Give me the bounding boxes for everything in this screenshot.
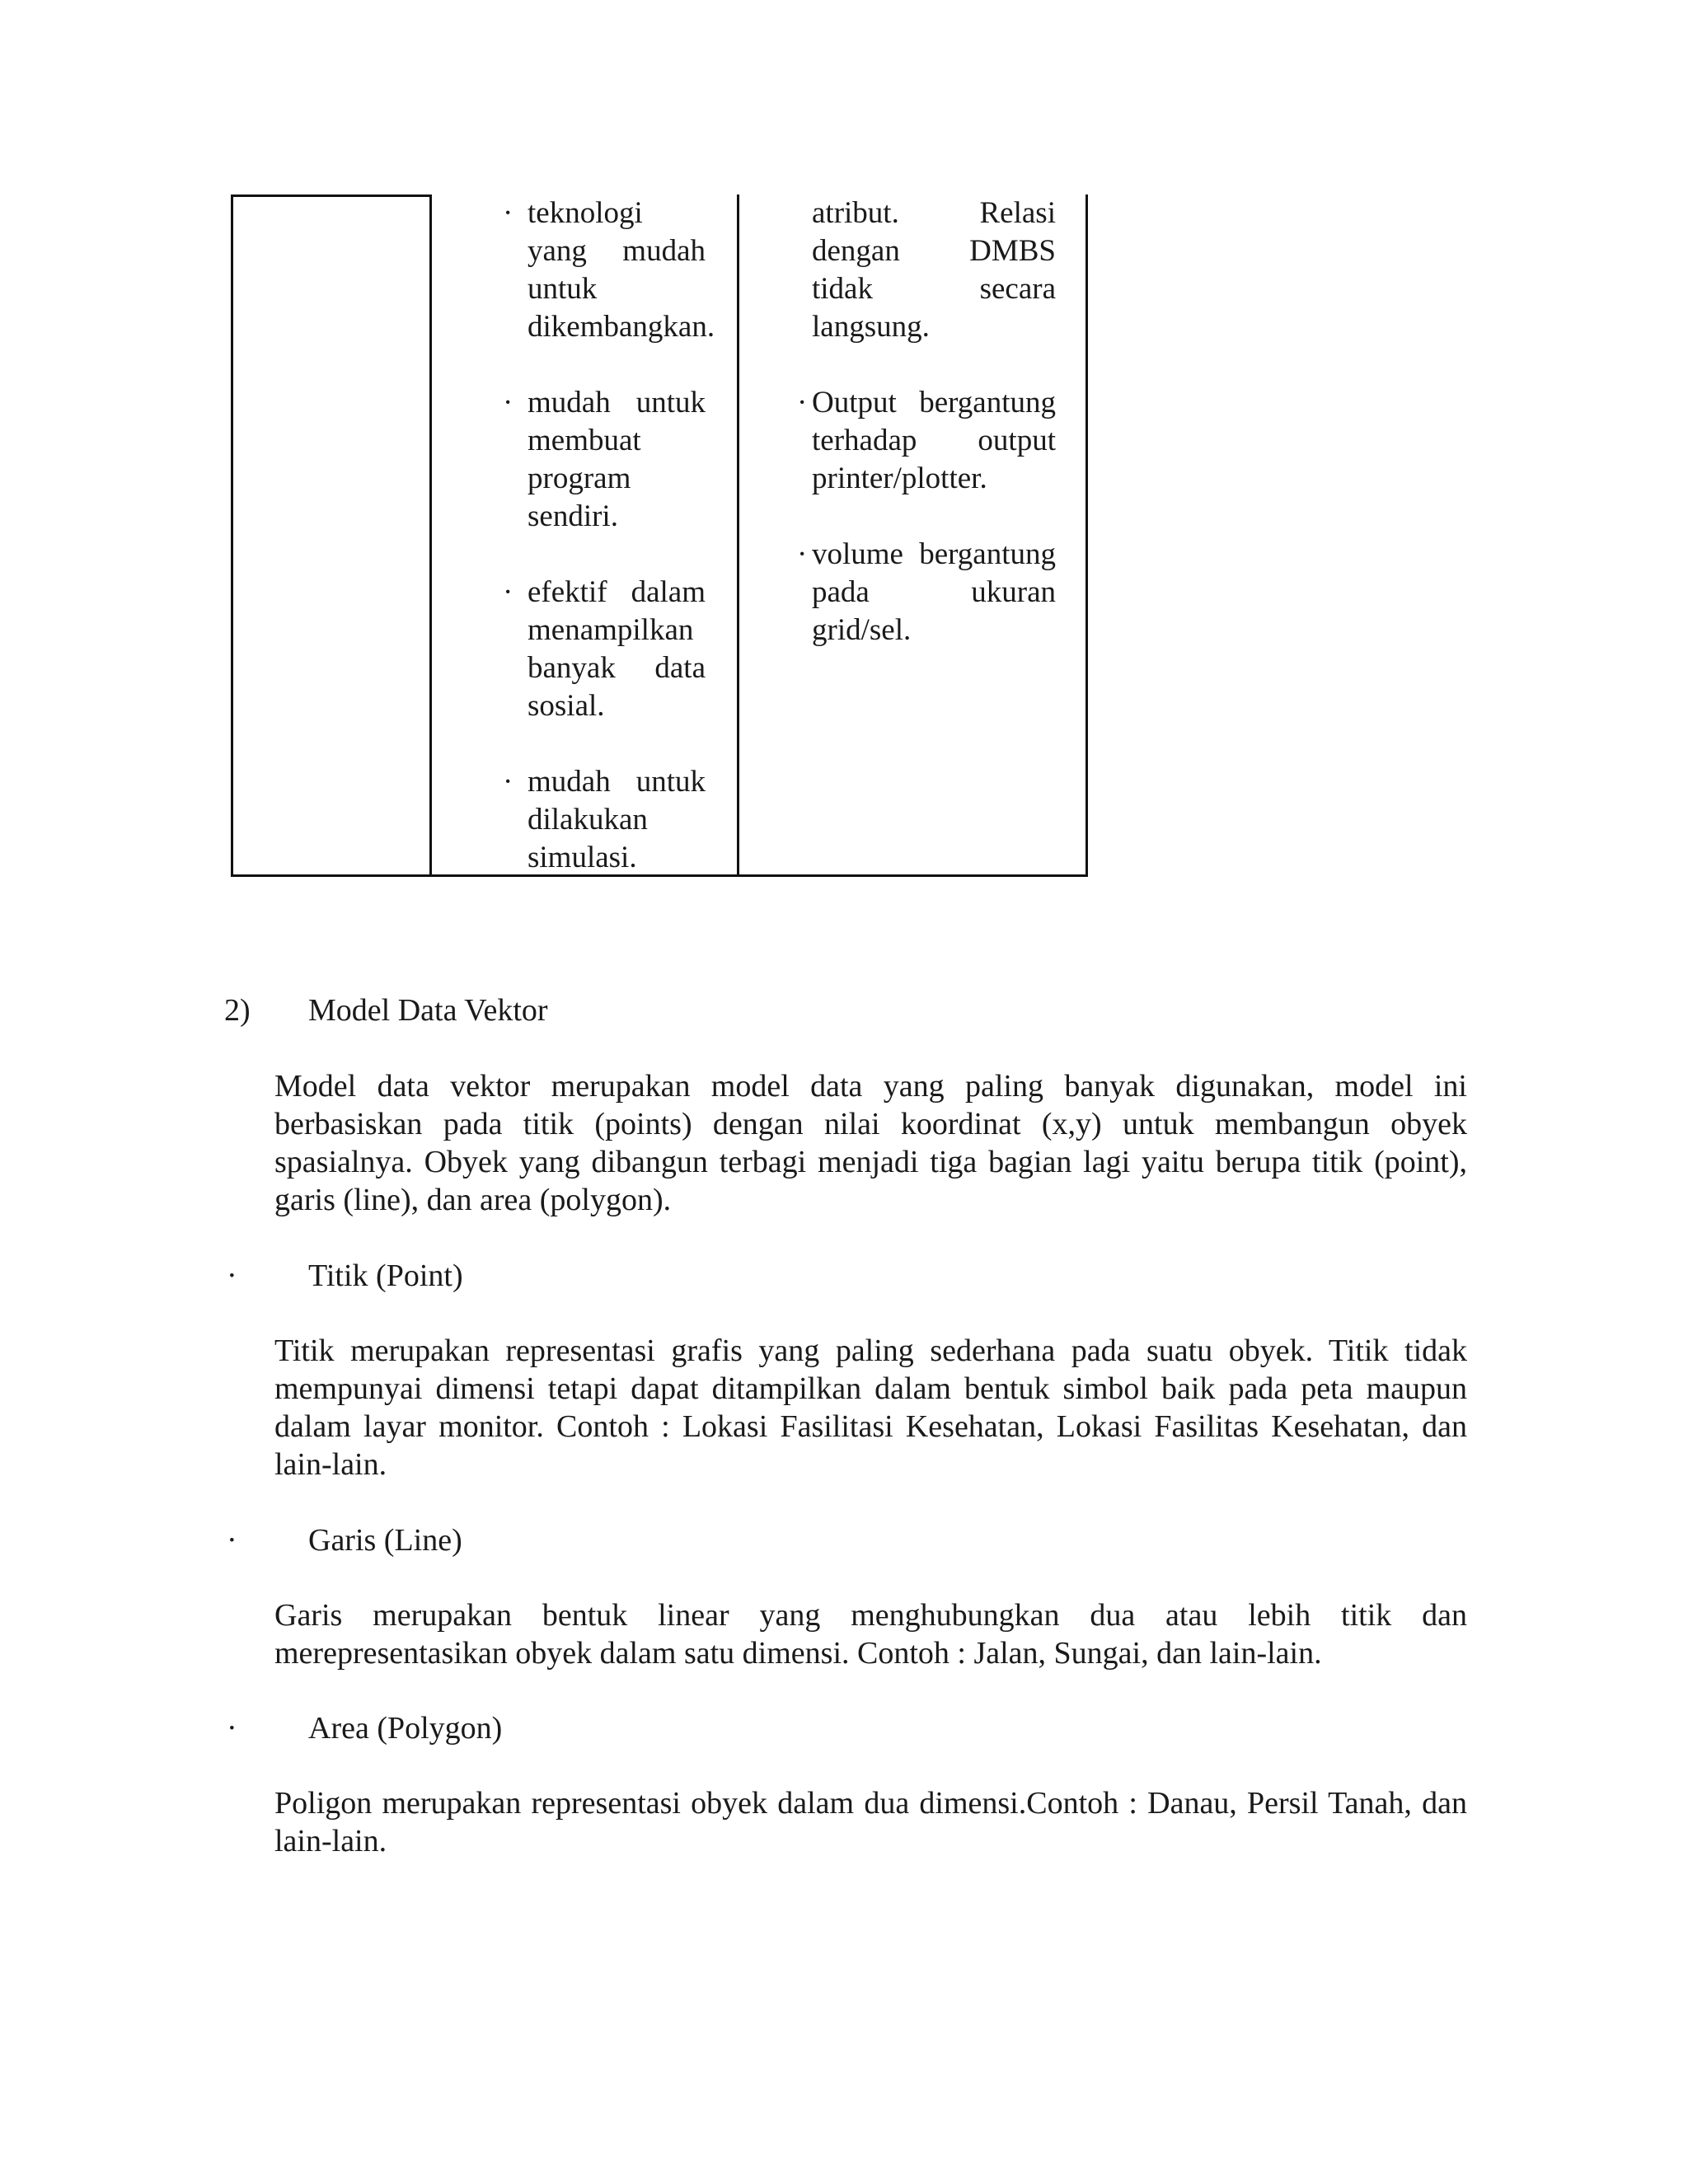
bullet-dot: · [503,386,513,419]
list-item-text: teknologi yang mudah untuk dikembangkan. [528,196,715,344]
list-item [797,536,1056,649]
table-border-right [1085,194,1088,877]
bullet-dot: · [797,386,808,419]
bullet-dot: · [227,1711,237,1746]
subheading-line [227,1521,804,1559]
bullet-dot: · [227,1258,237,1293]
list-item-text: mudah untuk membuat program sendiri. [528,386,706,533]
bullet-dot: · [227,1523,237,1558]
subheading-point [227,1257,804,1295]
table-cell-col2 [503,194,715,877]
table-border-left [231,194,233,877]
bullet-dot: · [503,196,513,230]
bullet-dot: · [503,765,513,799]
list-item-text: volume bergantung pada ukuran grid/sel. [812,537,1056,647]
table-divider-1 [429,194,432,877]
list-item-continuation [812,194,1056,346]
section-number: 2) [224,993,251,1028]
list-item-text: mudah untuk dilakukan simulasi. [528,765,706,874]
table-cell-col3 [797,194,1056,687]
bullet-dot: · [797,537,808,571]
subheading-polygon [227,1709,804,1747]
list-item [503,384,706,536]
list-item [503,763,706,877]
list-item [503,194,715,346]
continuation-text: atribut. Relasi dengan DMBS tidak secara langsung. [812,196,1056,344]
section-heading [224,991,801,1029]
list-item-text: Output bergantung terhadap output printer/plotter. [812,386,1056,495]
bullet-dot: · [503,575,513,609]
subheading-title: Garis (Line) [308,1523,462,1558]
line-paragraph: Garis merupakan bentuk linear yang menghubungkan dua atau lebih titik dan merepresentasikan obyek dalam satu dimensi. Contoh : Jalan, Sungai, dan lain-lain. [274,1598,1467,1671]
subheading-title: Area (Polygon) [308,1711,503,1746]
section-intro-paragraph: Model data vektor merupakan model data yang paling banyak digunakan, model ini berbasiskan pada titik (points) dengan nilai koordinat (x,y) untuk membangun obyek spasialnya. Obyek yang dibangun terbagi menjadi tiga bagian lagi yaitu berupa titik (point), garis (line), dan area (polygon). [274,1069,1467,1217]
list-item-text: efektif dalam menampilkan banyak data sosial. [528,575,706,723]
list-item [797,384,1056,498]
section-title: Model Data Vektor [308,993,548,1028]
point-paragraph: Titik merupakan representasi grafis yang paling sederhana pada suatu obyek. Titik tidak mempunyai dimensi tetapi dapat ditampilkan dalam bentuk simbol baik pada peta maupun dalam layar monitor. Contoh : Lokasi Fasilitasi Kesehatan, Lokasi Fasilitas Kesehatan, dan lain-lain. [274,1333,1467,1482]
subheading-title: Titik (Point) [308,1258,463,1293]
comparison-table [231,194,1088,877]
table-border-top-first-col [231,194,432,197]
table-divider-2 [737,194,739,877]
list-item [503,574,706,725]
polygon-paragraph: Poligon merupakan representasi obyek dalam dua dimensi.Contoh : Danau, Persil Tanah, dan lain-lain. [274,1786,1467,1858]
